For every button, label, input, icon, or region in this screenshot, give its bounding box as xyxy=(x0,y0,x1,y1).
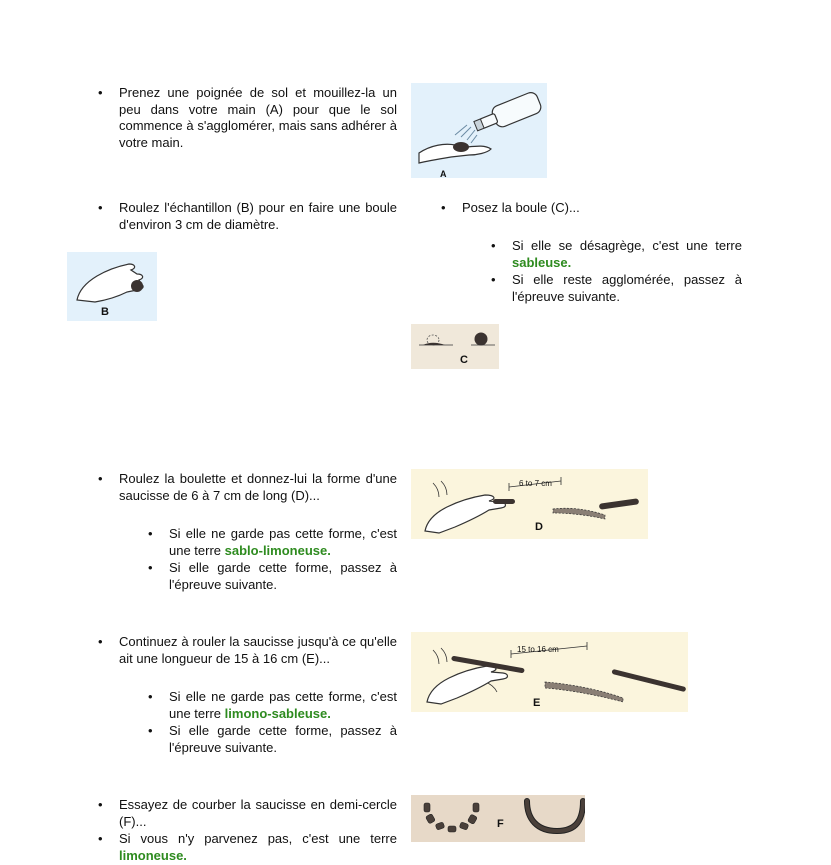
figure-a-wet-hand xyxy=(411,83,547,178)
step-4 xyxy=(98,471,397,504)
bullet: • xyxy=(98,471,103,486)
step-3-sub-2-text: Si elle reste agglomérée, passez à l'épreuve suivante. xyxy=(512,272,742,304)
step-4-text: Roulez la boulette et donnez-lui la forme d'une saucisse de 6 à 7 cm de long (D)... xyxy=(119,471,397,503)
figure-f-bend-test xyxy=(411,795,585,842)
soil-type-sableuse: sableuse xyxy=(512,254,568,270)
bullet: • xyxy=(491,238,496,253)
figure-d-short-roll xyxy=(411,469,648,539)
step-1-text: Prenez une poignée de sol et mouillez-la un peu dans votre main (A) pour que le sol commence à s'agglomérer, mais sans adhérer à votre main. xyxy=(119,85,397,150)
step-2 xyxy=(98,200,397,233)
step-4-sub-1-text: Si elle ne garde pas cette forme, c'est une terre xyxy=(169,526,397,558)
bullet: • xyxy=(441,200,446,215)
bullet: • xyxy=(98,85,103,100)
ball-test-illustration xyxy=(411,324,499,369)
step-5-sub-1 xyxy=(148,689,397,722)
soil-type-sablo-limoneuse: sablo-limoneuse. xyxy=(224,542,331,558)
step-5-text: Continuez à rouler la saucisse jusqu'à ce qu'elle ait une longueur de 15 à 16 cm (E)... xyxy=(119,634,397,666)
step-6-text: Essayez de courber la saucisse en demi-cercle (F)... xyxy=(119,797,397,829)
figure-d-measure: 6 to 7 cm xyxy=(519,479,552,488)
bullet: • xyxy=(148,723,153,738)
bullet: • xyxy=(98,831,103,846)
step-4-sub-2-text: Si elle garde cette forme, passez à l'épreuve suivante. xyxy=(169,560,397,592)
step-3-text: Posez la boule (C)... xyxy=(462,200,580,215)
figure-e-long-roll xyxy=(411,632,688,712)
step-5-sub-1-text: Si elle ne garde pas cette forme, c'est une terre xyxy=(169,689,397,721)
bullet: • xyxy=(98,634,103,649)
bullet: • xyxy=(491,272,496,287)
step-6-sub-1-text: Si vous n'y parvenez pas, c'est une terre xyxy=(119,831,397,846)
hand-bottle-illustration xyxy=(411,83,547,178)
step-6-sub-1 xyxy=(98,831,397,864)
figure-c-label: C xyxy=(460,354,468,366)
step-1 xyxy=(98,85,397,151)
bullet: • xyxy=(148,526,153,541)
hand-ball-illustration xyxy=(67,252,157,321)
step-5-sub-2 xyxy=(148,723,397,756)
step-4-sub-2 xyxy=(148,560,397,593)
figure-b-label: B xyxy=(101,306,109,318)
soil-type-limono-sableuse: limono-sableuse. xyxy=(224,705,331,721)
step-4-sub-1 xyxy=(148,526,397,559)
step-3-sub-1: • Si elle se désagrège, c'est une terre sableuse. xyxy=(491,238,742,270)
figure-b-roll-ball xyxy=(67,252,157,321)
step-5 xyxy=(98,634,397,667)
step-3-sub-1-text: Si elle se désagrège, c'est une terre xyxy=(512,238,742,253)
step-3-sub-2 xyxy=(491,272,742,305)
soil-type-limoneuse: limoneuse. xyxy=(119,847,187,863)
figure-c-ball-test xyxy=(411,324,499,369)
figure-f-label: F xyxy=(497,818,504,830)
step-3 xyxy=(441,200,742,217)
figure-e-measure: 15 to 16 cm xyxy=(517,645,559,654)
bullet: • xyxy=(98,200,103,215)
step-5-sub-2-text: Si elle garde cette forme, passez à l'épreuve suivante. xyxy=(169,723,397,755)
step-2-text: Roulez l'échantillon (B) pour en faire une boule d'environ 3 cm de diamètre. xyxy=(119,200,397,232)
bullet: • xyxy=(148,689,153,704)
step-6 xyxy=(98,797,397,830)
bullet: • xyxy=(98,797,103,812)
figure-e-label: E xyxy=(533,697,541,709)
bullet: • xyxy=(148,560,153,575)
figure-a-label: A xyxy=(440,169,447,178)
figure-d-label: D xyxy=(535,521,543,533)
